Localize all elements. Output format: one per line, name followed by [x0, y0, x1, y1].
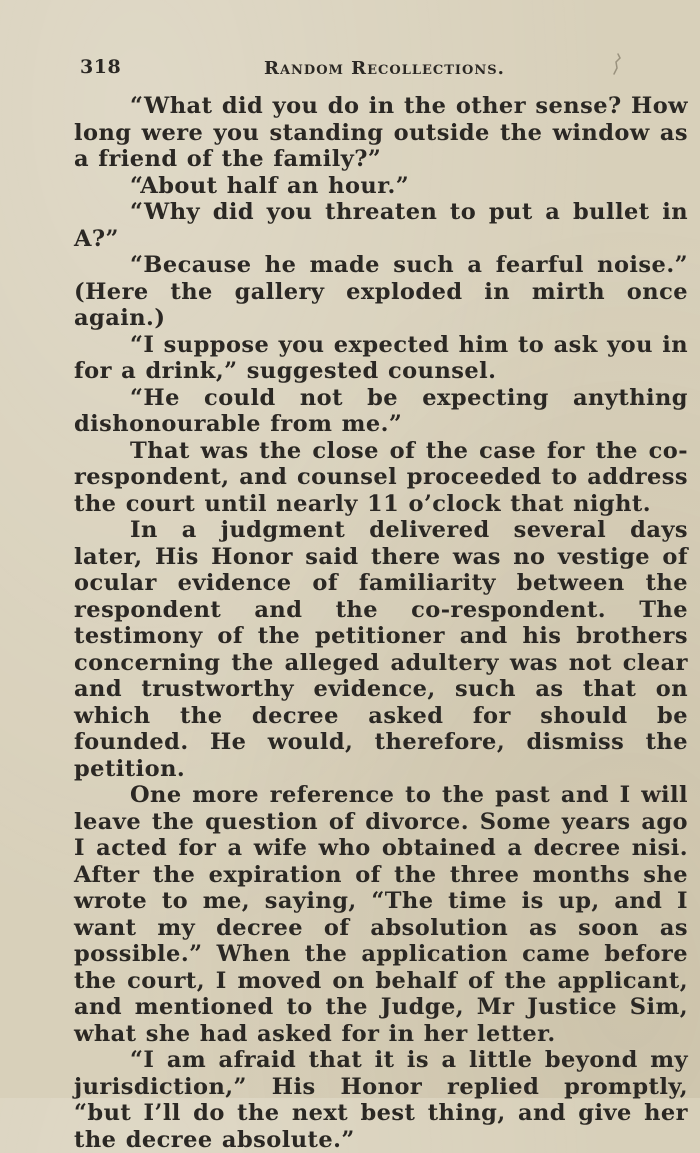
paragraph: “I suppose you expected him to ask you in for a drink,” suggested counsel.	[74, 331, 688, 384]
paragraph: “Why did you threaten to put a bullet in A?”	[74, 199, 688, 252]
body-text	[74, 93, 688, 1153]
paragraph: “About half an hour.”	[130, 172, 410, 199]
paragraph: “I am afraid that it is a little beyond my jurisdiction,” His Honor replied promptly, “but I’ll do the next best thing, and give her the decree absolute.”	[74, 1047, 688, 1153]
ink-mark-icon	[608, 52, 622, 78]
running-head: Random Recollections.	[264, 58, 505, 79]
page-number: 318	[80, 56, 122, 78]
paragraph: “What did you do in the other sense? How long were you standing outside the window as a friend of the family?”	[74, 93, 688, 172]
paragraph: In a judgment delivered several days later, His Honor said there was no vestige of ocular evidence of familiarity between the respondent and the co-respondent. The testimony of the petitioner and his brothers concerning the alleged adultery was not clear and trustworthy evidence, such as that on which the decree asked for should be founded. He would, therefore, dismiss the petition.	[74, 517, 688, 782]
paragraph: “Because he made such a fearful noise.” (Here the gallery exploded in mirth once again.)	[74, 252, 688, 331]
page-header	[80, 56, 640, 86]
paragraph: One more reference to the past and I will leave the question of divorce. Some years ago I acted for a wife who obtained a decree nisi. After the expiration of the three months she wrote to me, saying, “The time is up, and I want my decree of absolution as soon as possible.” When the application came before the court, I moved on behalf of the applicant, and mentioned to the Judge, Mr Justice Sim, what she had asked for in her letter.	[74, 782, 688, 1047]
paragraph: “He could not be expecting anything dishonourable from me.”	[74, 384, 688, 437]
paragraph: That was the close of the case for the co-respondent, and counsel proceeded to address the court until nearly 11 o’clock that night.	[74, 437, 688, 517]
